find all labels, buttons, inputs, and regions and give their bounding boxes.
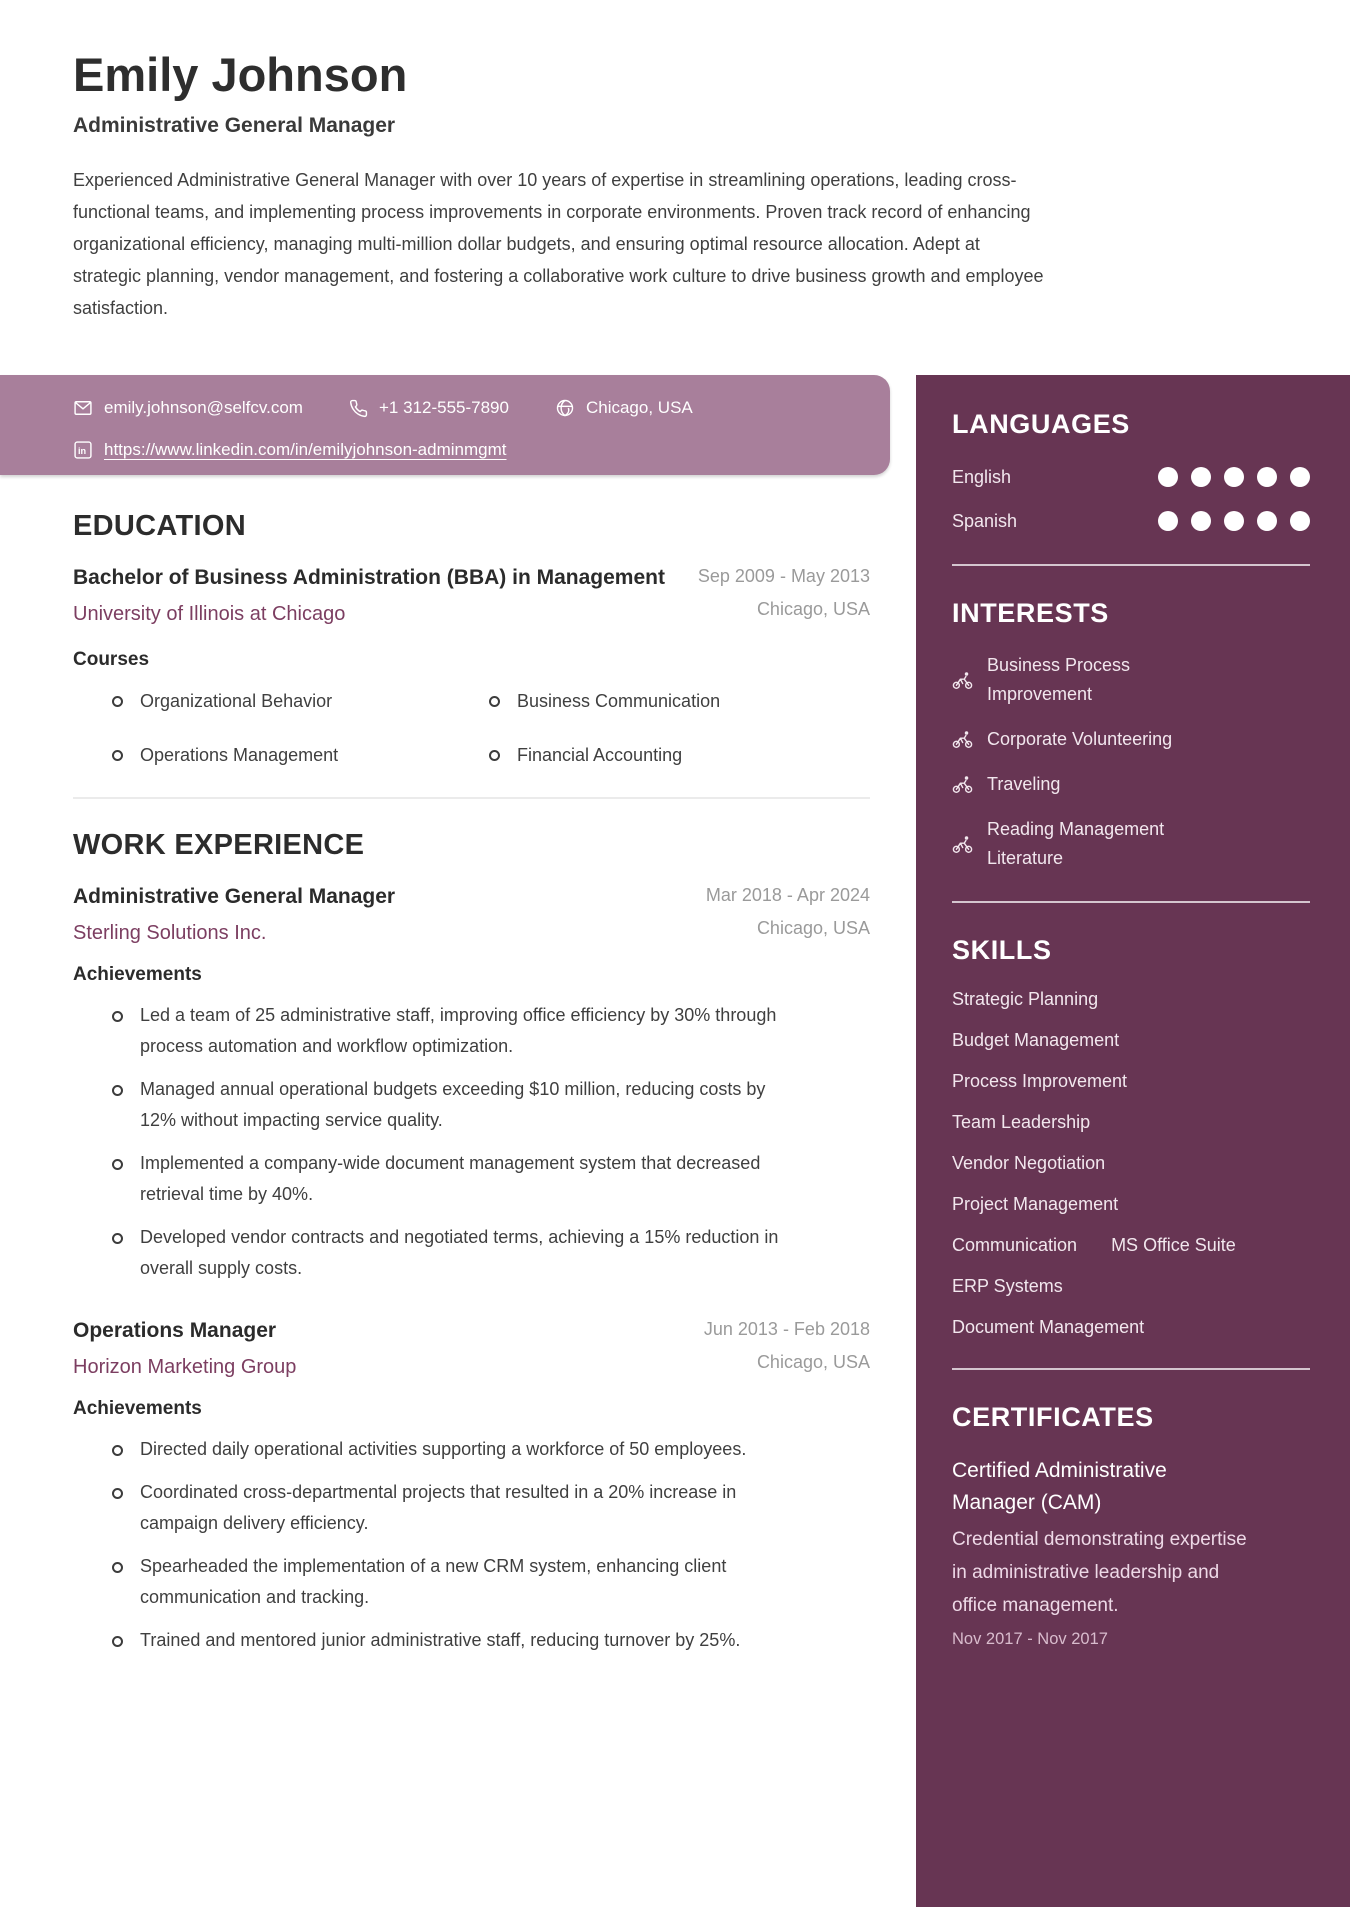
achievement-item: Developed vendor contracts and negotiated terms, achieving a 15% reduction in overall supply costs. [140, 1222, 800, 1284]
contact-row-1 [73, 391, 890, 425]
skill-item: Vendor Negotiation [952, 1153, 1106, 1173]
certificate-dates: Nov 2017 - Nov 2017 [952, 1630, 1108, 1648]
skill-item: ERP Systems [952, 1276, 1063, 1296]
sidebar [916, 375, 1350, 1907]
level-dot [1191, 511, 1211, 531]
level-dot [1257, 467, 1277, 487]
interest-item [952, 725, 1310, 754]
profile-summary: Experienced Administrative General Manager with over 10 years of expertise in streamlining operations, leading cross-functional teams, and implementing process improvements in corporate environments. Proven track record of enhancing organizational efficiency, managing multi-million dollar budgets, and ensuring optimal resource allocation. Adept at strategic planning, vendor management, and fostering a collaborative work culture to drive business growth and employee satisfaction. [73, 170, 1044, 319]
education-entry-head [73, 561, 870, 594]
interest-item [952, 815, 1310, 873]
skill-row [952, 1068, 1310, 1094]
education-heading: EDUCATION [73, 510, 246, 542]
person-job-title: Administrative General Manager [73, 114, 396, 138]
level-dot [1290, 467, 1310, 487]
job-entry-sub [73, 1352, 870, 1382]
certificate-entry [952, 1455, 1310, 1649]
skills-list [952, 986, 1310, 1340]
achievement-item: Managed annual operational budgets exceeding $10 million, reducing costs by 12% without impacting service quality. [140, 1074, 800, 1136]
linkedin-icon [73, 440, 93, 460]
job-company: Sterling Solutions Inc. [73, 922, 267, 944]
interests-heading: INTERESTS [952, 598, 1109, 628]
contact-linkedin [73, 440, 507, 460]
job-entry-head [73, 1314, 870, 1347]
course-item: Operations Management [140, 741, 517, 769]
language-dots [1158, 467, 1310, 487]
contact-bar [0, 375, 890, 475]
interest-item [952, 770, 1310, 799]
achievement-item: Coordinated cross-departmental projects that resulted in a 20% increase in campaign delivery efficiency. [140, 1477, 800, 1539]
globe-icon [555, 398, 575, 418]
achievement-list [73, 1000, 870, 1284]
courses-list [73, 687, 870, 769]
job-entry [73, 1314, 870, 1656]
interest-label: Reading Management Literature [987, 819, 1165, 868]
sidebar-divider [952, 901, 1310, 903]
main-column [73, 510, 870, 1686]
job-dates: Mar 2018 - Apr 2024 [705, 885, 870, 905]
work-experience-heading: WORK EXPERIENCE [73, 829, 365, 861]
education-dates: Sep 2009 - May 2013 [697, 566, 870, 586]
job-title: Administrative General Manager [73, 885, 396, 908]
skill-item: Project Management [952, 1194, 1119, 1214]
skill-row [952, 1191, 1310, 1217]
skill-item: Communication [952, 1235, 1078, 1255]
job-entry-head [73, 880, 870, 913]
interest-label: Business Process Improvement [987, 655, 1131, 704]
job-entry-sub [73, 918, 870, 948]
certificates-heading: CERTIFICATES [952, 1402, 1154, 1432]
skill-item: Document Management [952, 1317, 1145, 1337]
job-location: Chicago, USA [756, 1352, 870, 1372]
contact-phone [349, 398, 509, 418]
phone-icon [349, 399, 368, 418]
achievement-item: Implemented a company-wide document management system that decreased retrieval time by 40%. [140, 1148, 800, 1210]
achievement-item: Spearheaded the implementation of a new CRM system, enhancing client communication and tracking. [140, 1551, 800, 1613]
contact-location [555, 398, 693, 418]
header [73, 48, 1063, 324]
linkedin-link[interactable]: https://www.linkedin.com/in/emilyjohnson-adminmgmt [104, 440, 507, 459]
contact-location-text: Chicago, USA [585, 398, 693, 417]
skill-item: Team Leadership [952, 1112, 1091, 1132]
course-item: Business Communication [517, 687, 870, 715]
job-title: Operations Manager [73, 1319, 277, 1342]
skill-item: Budget Management [952, 1030, 1120, 1050]
level-dot [1191, 467, 1211, 487]
skill-item: Strategic Planning [952, 989, 1099, 1009]
job-location: Chicago, USA [756, 918, 870, 938]
skill-row [952, 986, 1310, 1012]
skill-item: MS Office Suite [1111, 1235, 1236, 1255]
achievements-label: Achievements [73, 964, 202, 985]
language-dots [1158, 511, 1310, 531]
interest-label: Traveling [987, 774, 1061, 794]
achievement-item: Directed daily operational activities supporting a workforce of 50 employees. [140, 1434, 800, 1465]
certificate-description: Credential demonstrating expertise in administrative leadership and office management. [952, 1529, 1247, 1616]
education-location: Chicago, USA [756, 599, 870, 619]
person-name: Emily Johnson [73, 48, 408, 101]
jobs-list [73, 880, 870, 1656]
skill-row [952, 1314, 1310, 1340]
achievement-item: Trained and mentored junior administrative staff, reducing turnover by 25%. [140, 1625, 800, 1656]
languages-list [952, 462, 1310, 536]
skill-row [952, 1109, 1310, 1135]
course-item: Organizational Behavior [140, 687, 517, 715]
job-company: Horizon Marketing Group [73, 1356, 297, 1378]
language-label: English [952, 466, 1012, 487]
language-row [952, 506, 1310, 536]
skill-row [952, 1273, 1310, 1299]
skills-heading: SKILLS [952, 935, 1052, 965]
contact-phone-text: +1 312-555-7890 [378, 398, 509, 417]
level-dot [1158, 467, 1178, 487]
svg-text:in: in [78, 446, 87, 457]
skill-item: Process Improvement [952, 1071, 1128, 1091]
hobby-icon [952, 774, 973, 795]
skill-row [952, 1150, 1310, 1176]
skill-row [952, 1027, 1310, 1053]
achievement-list [73, 1434, 870, 1656]
hobby-icon [952, 729, 973, 750]
skill-row [952, 1232, 1310, 1258]
level-dot [1224, 467, 1244, 487]
certificates-list [952, 1455, 1310, 1649]
language-row [952, 462, 1310, 492]
sidebar-divider [952, 564, 1310, 566]
level-dot [1158, 511, 1178, 531]
interest-label: Corporate Volunteering [987, 729, 1173, 749]
level-dot [1257, 511, 1277, 531]
school-name: University of Illinois at Chicago [73, 603, 346, 625]
hobby-icon [952, 834, 973, 855]
contact-email-text: emily.johnson@selfcv.com [104, 398, 303, 417]
level-dot [1224, 511, 1244, 531]
level-dot [1290, 511, 1310, 531]
language-label: Spanish [952, 510, 1018, 531]
achievement-item: Led a team of 25 administrative staff, improving office efficiency by 30% through process automation and workflow optimization. [140, 1000, 800, 1062]
envelope-icon [73, 398, 93, 418]
degree-title: Bachelor of Business Administration (BBA) in Management [73, 566, 665, 589]
contact-email [73, 398, 303, 418]
hobby-icon [952, 670, 973, 691]
job-dates: Jun 2013 - Feb 2018 [703, 1319, 870, 1339]
interests-list [952, 651, 1310, 873]
section-divider [73, 797, 870, 799]
certificate-name: Certified Administrative Manager (CAM) [952, 1459, 1167, 1514]
job-entry [73, 880, 870, 1284]
courses-label: Courses [73, 649, 150, 670]
achievements-label: Achievements [73, 1398, 202, 1419]
interest-item [952, 651, 1310, 709]
sidebar-divider [952, 1368, 1310, 1370]
education-entry-sub [73, 599, 870, 629]
contact-row-2 [73, 433, 890, 467]
course-item: Financial Accounting [517, 741, 870, 769]
languages-heading: LANGUAGES [952, 409, 1130, 439]
